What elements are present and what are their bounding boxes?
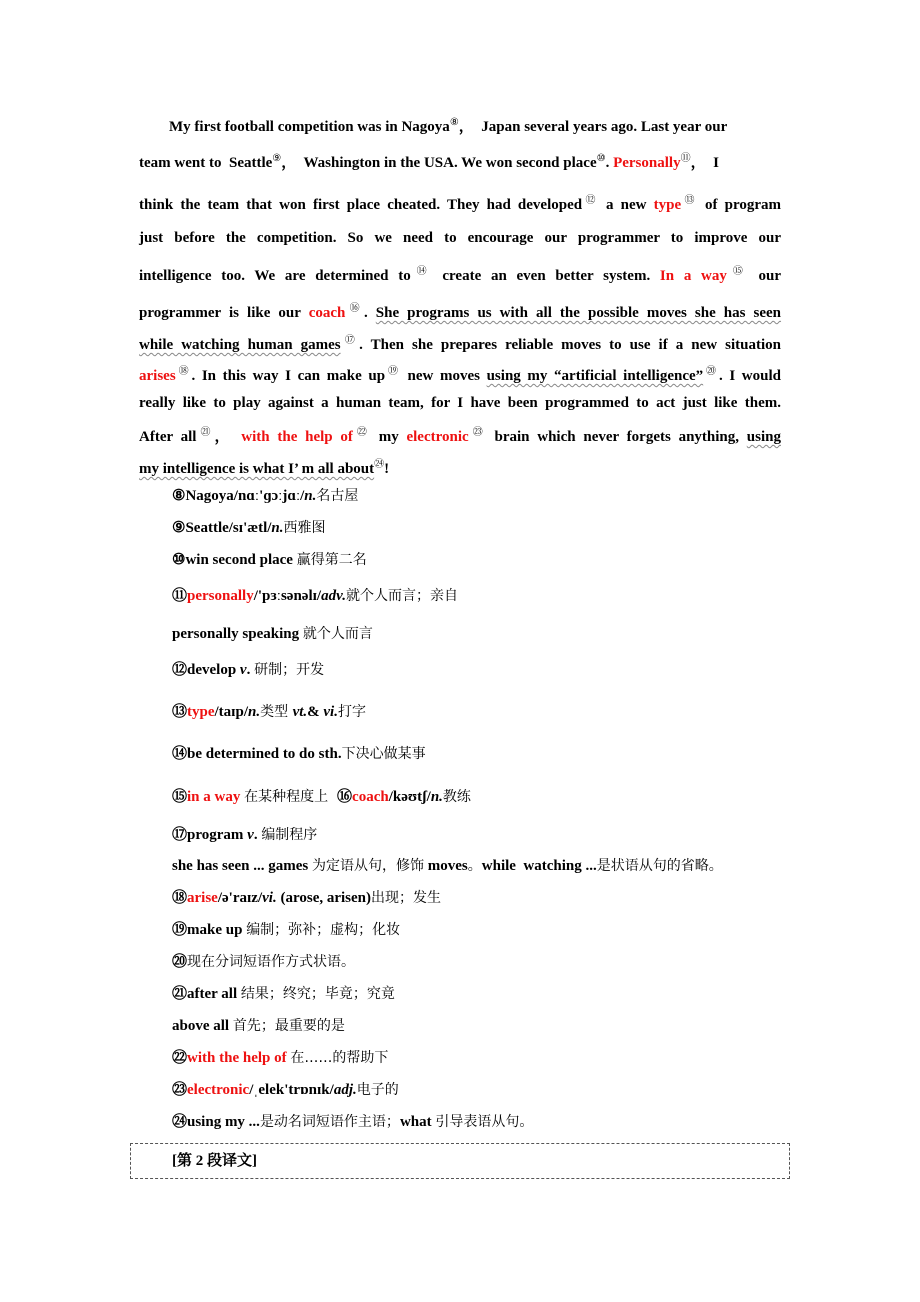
text-run: using	[746, 429, 781, 445]
text-run: 教练	[442, 789, 471, 805]
text-run: ⑭be determined to do sth.	[172, 746, 342, 762]
note-marker: ⑩	[596, 153, 606, 164]
note-line	[172, 744, 812, 764]
note-line	[172, 702, 812, 722]
text-run: ⑫develop	[172, 662, 240, 678]
paragraph-line	[139, 393, 781, 413]
text-run: n.	[304, 488, 317, 504]
text-run: v	[247, 827, 254, 843]
highlighted-term: coach	[352, 789, 389, 805]
text-run: 研制；开发	[254, 662, 325, 678]
text-run: . I would	[718, 368, 781, 384]
note-marker: ⑰	[340, 335, 360, 346]
note-marker: ⑲	[385, 366, 401, 377]
text-run: /taɪp/	[214, 704, 249, 720]
note-marker: ⑬	[681, 195, 698, 206]
highlighted-term: type	[187, 704, 215, 720]
text-run: my	[370, 429, 407, 445]
text-run: 电子的	[356, 1082, 399, 1098]
text-run: My first football competition was in Nagoya	[139, 119, 450, 135]
text-run: moves	[424, 858, 468, 874]
text-run: programmer is like our	[139, 305, 309, 321]
text-run: adj.	[333, 1082, 357, 1098]
highlighted-term: arise	[187, 890, 218, 906]
text-run: 赢得第二名	[296, 552, 367, 568]
text-run: vi.	[262, 890, 277, 906]
text-run: intelligence too. We are determined to	[139, 268, 411, 284]
paragraph-line	[139, 331, 781, 355]
text-run: ， Washington in the USA. We won second place	[281, 155, 597, 171]
highlighted-term: type	[653, 197, 682, 213]
paragraph-line	[139, 423, 781, 447]
text-run: 就个人而言	[302, 626, 373, 642]
highlighted-term: with the help of	[187, 1050, 287, 1066]
text-run: ⑨Seattle/sɪ'ætl/	[172, 520, 272, 536]
text-run: n.	[271, 520, 284, 536]
text-run: 下决心做某事	[341, 746, 426, 762]
text-run: &	[307, 704, 324, 720]
highlighted-term: coach	[308, 305, 346, 321]
text-run: ㉔using my ...	[172, 1114, 260, 1130]
note-line	[172, 486, 812, 506]
text-run: think the team that won first place cheated. They had developed	[139, 197, 583, 213]
text-run: !	[384, 461, 390, 477]
paragraph-line	[139, 191, 781, 215]
text-run: 类型	[260, 704, 293, 720]
text-run: really like to play against a human team, for I have been programmed to act just like them.	[139, 395, 781, 411]
text-run: she has seen ... games	[172, 858, 313, 874]
text-run: adv.	[321, 588, 346, 604]
text-run: 是状语从句的省略。	[596, 858, 723, 874]
highlighted-term: Personally	[613, 155, 681, 171]
text-run: n.	[248, 704, 261, 720]
note-marker: ⑪	[680, 153, 691, 164]
highlighted-term: electronic	[406, 429, 469, 445]
text-run: 就个人而言；亲自	[345, 588, 458, 604]
paragraph-line	[139, 149, 781, 173]
text-run: ⑲make up	[172, 922, 247, 938]
text-run: 。	[467, 858, 482, 874]
text-run: our	[748, 268, 782, 284]
text-run: 首先；最重要的是	[232, 1018, 345, 1034]
text-run: of program	[697, 197, 782, 213]
text-run: /kəʊtʃ/	[388, 789, 431, 805]
text-run: team went to Seattle	[139, 155, 273, 171]
text-run: 西雅图	[283, 520, 326, 536]
highlighted-term: in a way	[187, 789, 241, 805]
note-marker: ㉒	[352, 427, 371, 438]
note-marker: ⑭	[410, 266, 433, 277]
text-run: . Then she prepares reliable moves to use if a new situation	[359, 337, 781, 353]
note-marker: ⑱	[175, 366, 192, 377]
note-marker: ㉑	[196, 427, 215, 438]
text-run: After all	[139, 429, 197, 445]
text-run: a new	[598, 197, 654, 213]
text-run: while watching human games	[139, 337, 341, 353]
text-run: ， I	[690, 155, 719, 171]
note-line	[172, 660, 812, 680]
text-run: .	[253, 827, 262, 843]
note-marker: ⑳	[703, 366, 719, 377]
note-marker: ㉔	[374, 459, 385, 470]
text-run: brain which never forgets anything,	[486, 429, 747, 445]
note-line	[172, 624, 812, 644]
text-run: 是动名词短语作主语；	[259, 1114, 400, 1130]
text-run: my intelligence is what I’ m all about	[139, 461, 375, 477]
note-line	[172, 1048, 812, 1068]
text-run: ⑰program	[172, 827, 248, 843]
paragraph-line	[139, 228, 781, 248]
text-run: 编制程序	[261, 827, 318, 843]
text-run: v	[239, 662, 247, 678]
text-run: .	[363, 305, 376, 321]
text-run: vi.	[323, 704, 338, 720]
note-line	[172, 920, 812, 940]
text-run: 结果；终究；毕竟；究竟	[240, 986, 395, 1002]
paragraph-line	[139, 455, 781, 479]
paragraph-line	[139, 362, 781, 386]
highlighted-term: with the help of	[241, 429, 353, 445]
text-run: vt.	[292, 704, 308, 720]
note-line	[172, 1080, 812, 1100]
text-run: . In this way I can make up	[191, 368, 386, 384]
text-run: 名古屋	[316, 488, 359, 504]
text-run: /ˌelek'trɒnɪk/	[249, 1082, 334, 1098]
text-run: n.	[430, 789, 443, 805]
text-run: 现在分词短语作方式状语。	[187, 954, 356, 970]
text-run: ㉒	[172, 1050, 188, 1066]
text-run: just before the competition. So we need to encourage our programmer to improve our	[139, 230, 781, 246]
text-run: while watching ...	[481, 858, 597, 874]
note-marker: ⑫	[582, 195, 599, 206]
paragraph-line	[139, 262, 781, 286]
note-marker: ⑮	[726, 266, 749, 277]
text-run: /'pɜːsənəlɪ/	[253, 588, 322, 604]
note-line	[172, 586, 812, 606]
translation-box	[130, 1143, 790, 1179]
text-run: (arose, arisen)	[276, 890, 372, 906]
highlighted-term: personally	[187, 588, 254, 604]
text-run: create an even better system.	[432, 268, 660, 284]
highlighted-term: electronic	[187, 1082, 250, 1098]
text-run: ⑮	[172, 789, 188, 805]
text-run: .	[605, 155, 614, 171]
note-line	[172, 1112, 812, 1132]
note-line	[172, 1016, 812, 1036]
text-run: ⑩win second place	[172, 552, 297, 568]
text-run: 为定语从句，修饰	[312, 858, 425, 874]
note-line	[172, 550, 812, 570]
text-run: ⑪	[172, 588, 188, 604]
text-run: new moves	[400, 368, 487, 384]
text-run: 编制；弥补；虚构；化妆	[246, 922, 401, 938]
note-line	[172, 856, 812, 876]
note-marker: ⑧	[449, 117, 459, 128]
text-run: personally speaking	[172, 626, 303, 642]
text-run: above all	[172, 1018, 233, 1034]
text-run: 在某种程度上	[244, 789, 338, 805]
text-run: what	[399, 1114, 436, 1130]
note-line	[172, 952, 812, 972]
highlighted-term: arises	[139, 368, 176, 384]
translation-label: [第 2 段译文]	[172, 1153, 257, 1169]
text-run: She programs us with all the possible moves she has seen	[375, 305, 782, 321]
text-run: ⑱	[172, 890, 188, 906]
note-line	[172, 888, 812, 908]
text-run: .	[246, 662, 255, 678]
highlighted-term: In a way	[659, 268, 727, 284]
note-line	[172, 518, 812, 538]
note-line	[172, 787, 812, 807]
text-run: 在……的帮助下	[290, 1050, 389, 1066]
text-run: ㉓	[172, 1082, 188, 1098]
text-run: /ə'raɪz/	[217, 890, 263, 906]
note-line	[172, 825, 812, 845]
text-run: ，	[214, 429, 242, 445]
text-run: ㉑after all	[172, 986, 241, 1002]
text-run: 出现；发生	[371, 890, 442, 906]
text-run: ⑯	[337, 789, 353, 805]
note-line	[172, 984, 812, 1004]
note-marker: ⑯	[345, 303, 364, 314]
text-run: ⑧Nagoya/nɑː'ɡɔːjɑː/	[172, 488, 305, 504]
note-marker: ⑨	[272, 153, 282, 164]
text-run: ， Japan several years ago. Last year our	[458, 119, 728, 135]
text-run: ⑬	[172, 704, 188, 720]
text-run: ⑳	[172, 954, 188, 970]
paragraph-line	[139, 113, 781, 137]
paragraph-line	[139, 299, 781, 323]
note-marker: ㉓	[468, 427, 487, 438]
text-run: 打字	[337, 704, 366, 720]
text-run: using my “artificial intelligence”	[486, 368, 704, 384]
text-run: 引导表语从句。	[435, 1114, 534, 1130]
